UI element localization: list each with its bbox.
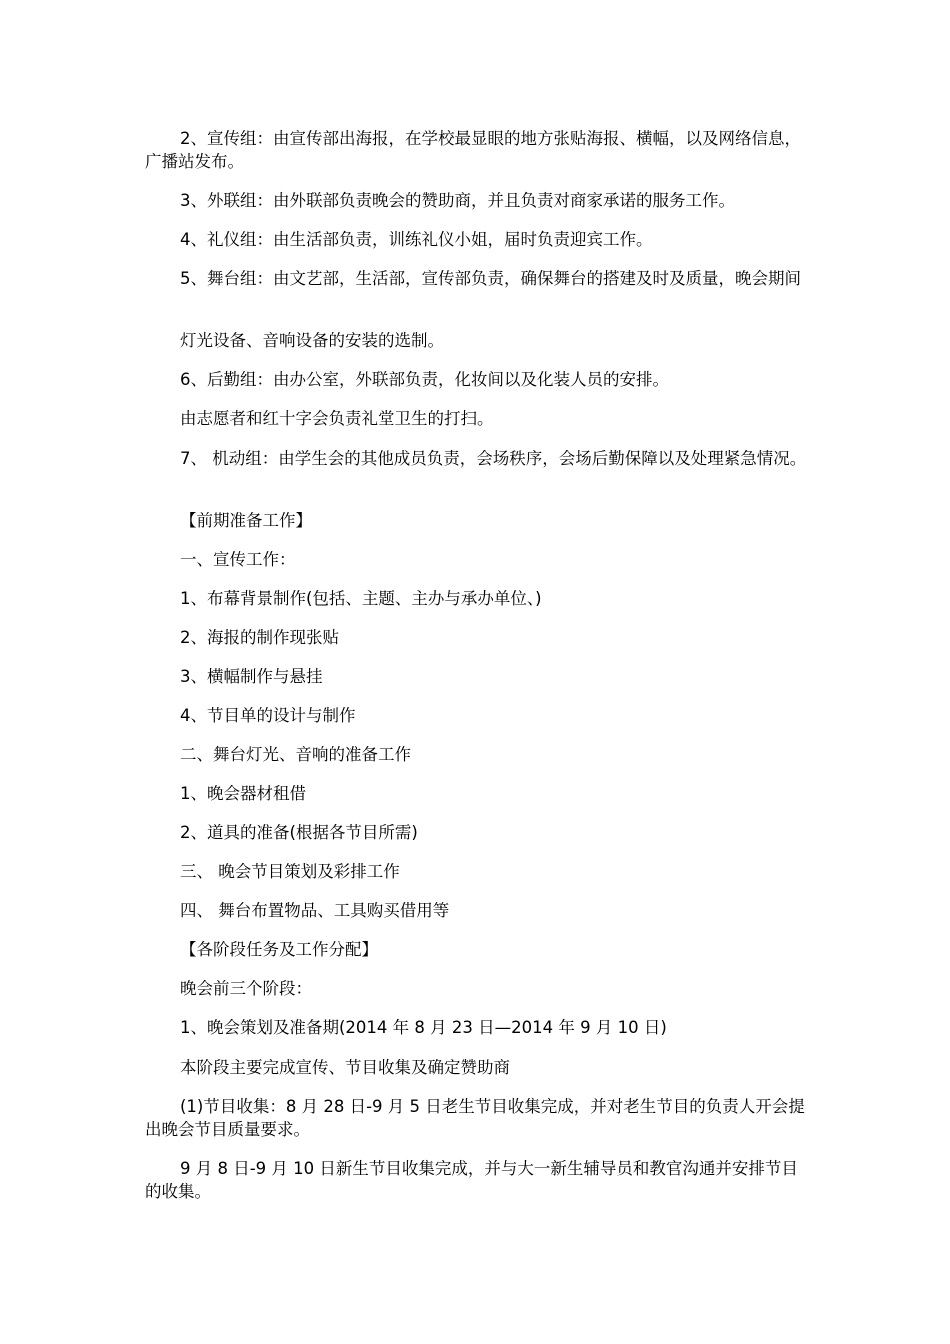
paragraph: 2、海报的制作现张贴 bbox=[180, 628, 339, 647]
paragraph: 1、布幕背景制作(包括、主题、主办与承办单位、) bbox=[180, 589, 542, 608]
paragraph: 6、后勤组：由办公室，外联部负责，化妆间以及化装人员的安排。 bbox=[180, 370, 669, 389]
paragraph: 2、宣传组：由宣传部出海报，在学校最显眼的地方张贴海报、横幅，以及网络信息，广播站发布。 bbox=[145, 129, 801, 171]
section-heading: 【前期准备工作】 bbox=[180, 511, 312, 530]
paragraph: 晚会前三个阶段： bbox=[180, 979, 312, 998]
paragraph: 4、礼仪组：由生活部负责，训练礼仪小姐，届时负责迎宾工作。 bbox=[180, 230, 653, 249]
paragraph: 4、节目单的设计与制作 bbox=[180, 706, 356, 725]
paragraph: (1)节目收集：8 月 28 日-9 月 5 日老生节目收集完成，并对老生节目的负责人开会提出晚会节目质量要求。 bbox=[145, 1097, 805, 1139]
paragraph: 灯光设备、音响设备的安装的选制。 bbox=[180, 331, 444, 350]
paragraph: 1、晚会策划及准备期(2014 年 8 月 23 日—2014 年 9 月 10 日) bbox=[180, 1018, 667, 1037]
paragraph: 二、舞台灯光、音响的准备工作 bbox=[180, 745, 411, 764]
paragraph: 3、外联组：由外联部负责晚会的赞助商，并且负责对商家承诺的服务工作。 bbox=[180, 191, 735, 210]
paragraph: 一、宣传工作： bbox=[180, 550, 296, 569]
paragraph: 7、 机动组：由学生会的其他成员负责，会场秩序，会场后勤保障以及处理紧急情况。 bbox=[180, 449, 807, 468]
paragraph: 四、 舞台布置物品、工具购买借用等 bbox=[180, 901, 450, 920]
document-page bbox=[145, 0, 810, 1344]
paragraph: 9 月 8 日-9 月 10 日新生节目收集完成，并与大一新生辅导员和教官沟通并安排节目的收集。 bbox=[145, 1159, 798, 1201]
paragraph: 三、 晚会节目策划及彩排工作 bbox=[180, 862, 400, 881]
paragraph: 2、道具的准备(根据各节目所需) bbox=[180, 823, 418, 842]
paragraph: 本阶段主要完成宣传、节目收集及确定赞助商 bbox=[180, 1058, 510, 1077]
paragraph: 由志愿者和红十字会负责礼堂卫生的打扫。 bbox=[180, 409, 494, 428]
section-heading: 【各阶段任务及工作分配】 bbox=[180, 940, 378, 959]
paragraph: 1、晚会器材租借 bbox=[180, 784, 306, 803]
paragraph: 5、舞台组：由文艺部，生活部，宣传部负责，确保舞台的搭建及时及质量，晚会期间 bbox=[180, 269, 801, 288]
paragraph: 3、横幅制作与悬挂 bbox=[180, 667, 323, 686]
